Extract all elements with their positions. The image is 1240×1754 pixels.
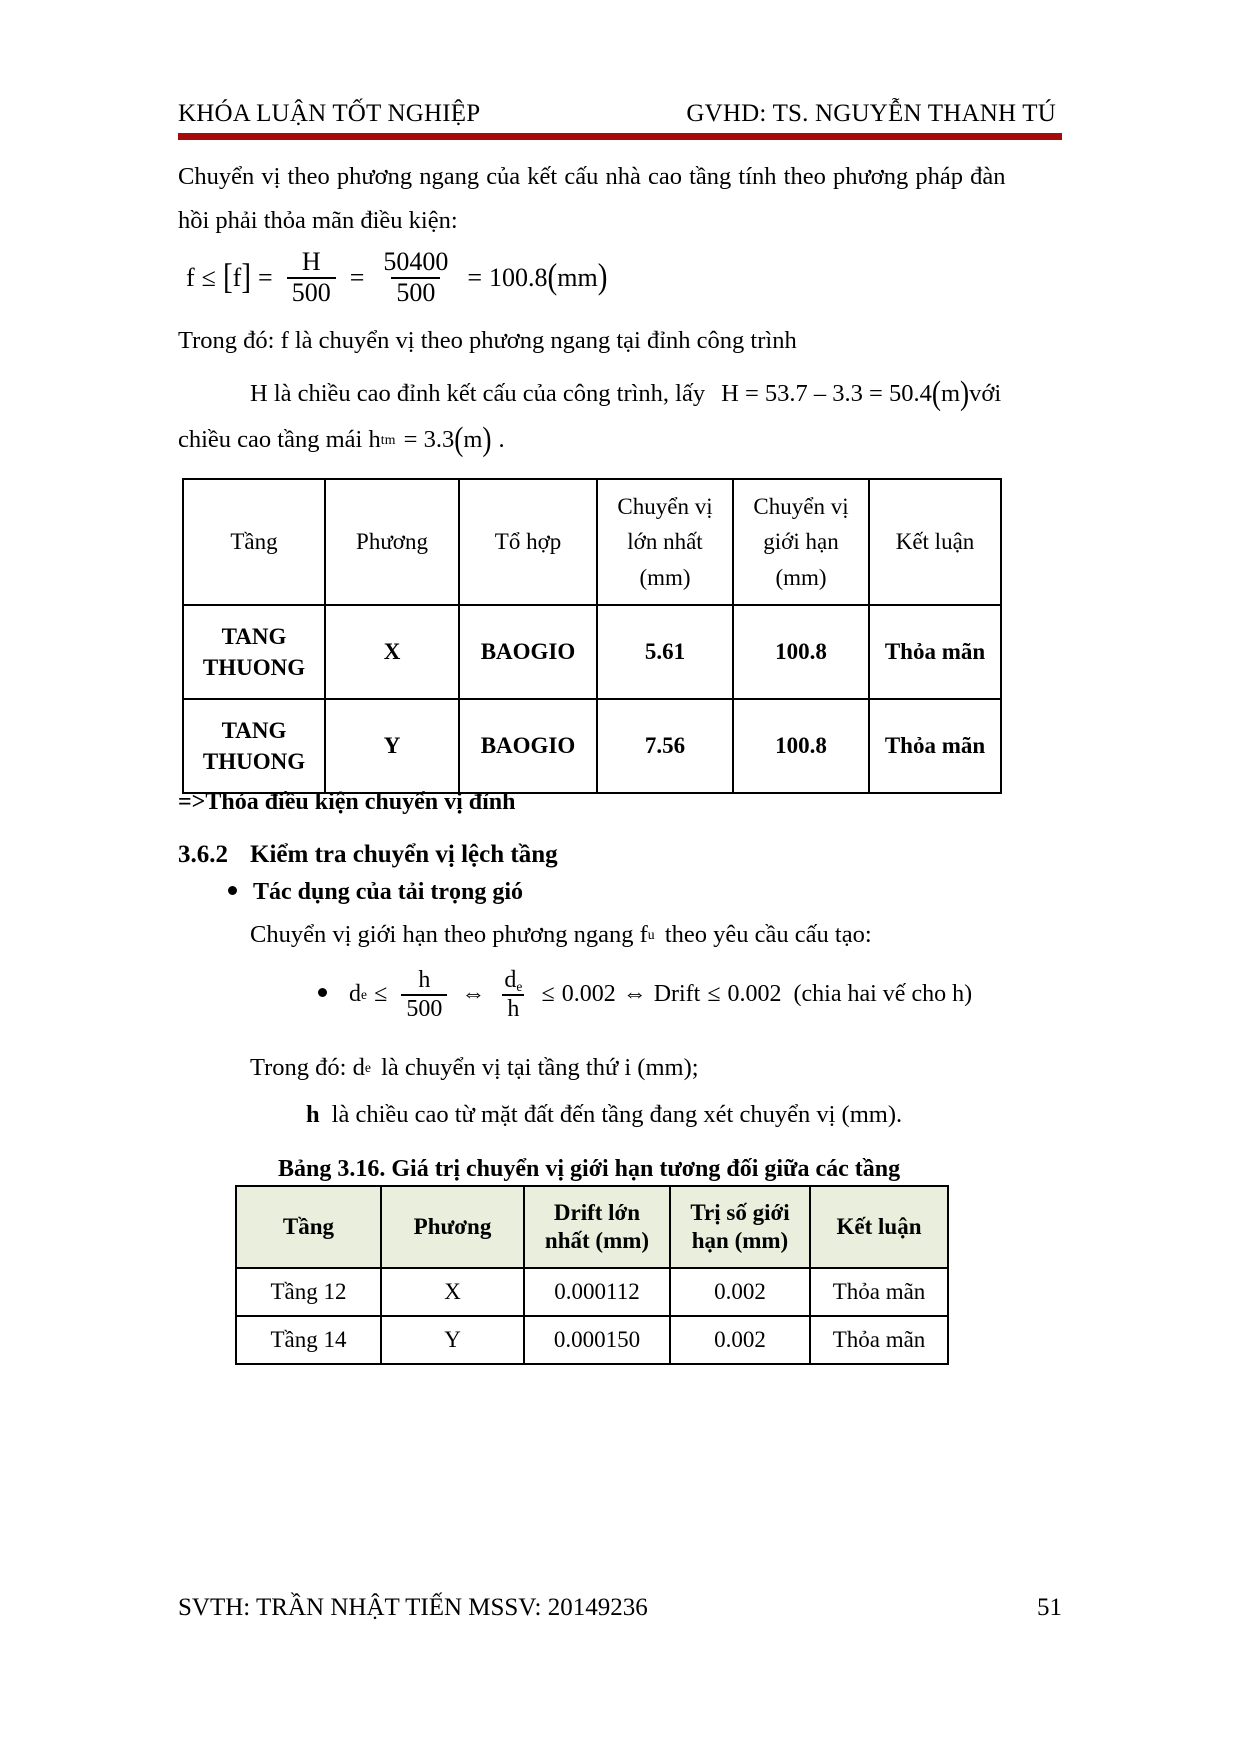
eq-fraction-1 [287,249,336,306]
eq-drift-iff-2: ⇔ [622,981,647,1008]
table2-body [236,1268,948,1364]
definition-h-symbol: h [306,1101,320,1128]
table2-cell-tang: Tầng 12 [236,1268,381,1316]
table1-header-row [183,479,1001,605]
eq-fraction-1-numerator: H [301,247,321,276]
definition-htm [178,420,505,458]
table1-cell-limitdisp: 100.8 [733,605,869,699]
section-number: 3.6.2 [178,841,228,868]
bullet-wind-load-label: Tác dụng của tải trọng gió [253,879,524,905]
table1-cell-ketluan: Thỏa mãn [869,699,1001,793]
conclusion-top-displacement: =>Thỏa điều kiện chuyển vị đỉnh [178,789,516,815]
eq-fraction-2-denominator: 500 [391,277,440,307]
definition-htm-math: = 3.3 [403,425,455,453]
table1-header-maxdisp-line2: lớn nhất [627,529,703,555]
definition-htm-unit-paren-open: ( [454,420,464,458]
definition-de-subscript: e [364,1060,372,1075]
table2-header-ketluan [810,1186,948,1268]
eq-drift-fraction-2-num-subscript: e [516,978,523,994]
table2-header-driftmax-line1: Drift lớn [553,1200,641,1226]
table2-header-limit [670,1186,810,1268]
table2-cell-driftmax: 0.000112 [524,1268,670,1316]
table1-header [183,479,1001,605]
table1-cell-phuong: Y [325,699,459,793]
table2-header [236,1186,948,1268]
eq-drift-fraction-2-num-symbol: d [504,967,517,993]
table1-cell-phuong: X [325,605,459,699]
table1-header-maxdisp-line1: Chuyển vị [617,493,713,519]
definition-de-before: Trong đó: d [250,1054,365,1081]
definition-fu-after: theo yêu cầu cấu tạo: [664,921,872,948]
bullet-dot-icon [318,988,327,997]
eq-drift-label: Drift [653,981,701,1008]
intro-paragraph-line-2: hồi phải thỏa mãn điều kiện: [178,207,458,234]
table1-cell-ketluan: Thỏa mãn [869,605,1001,699]
table2-header-phuong [381,1186,524,1268]
header-row [178,100,1062,128]
definition-fu-subscript: u [647,927,655,942]
eq-fraction-2 [378,249,453,306]
table2-header-limit-line1: Trị số giới [690,1200,790,1226]
eq-drift-fraction-2-denominator: h [502,994,524,1021]
definition-H-unit-paren-open: ( [931,374,941,412]
table2-header-tang [236,1186,381,1268]
table1-cell-tang-line1: TANG [221,623,287,649]
eq-fraction-1-denominator: 500 [287,277,336,307]
definition-h [306,1101,902,1129]
table-row [183,699,1001,793]
table1-header-phuong [325,479,459,605]
eq-bracket-open: [ [222,256,233,297]
intro-paragraph-line-1: Chuyển vị theo phương ngang của kết cấu nhà cao tầng tính theo phương pháp đàn [178,163,1006,190]
definition-de-after: là chuyển vị tại tầng thứ i (mm); [381,1054,699,1081]
eq-result-value: 100.8 [489,262,548,292]
eq-fraction-2-numerator: 50400 [383,247,449,276]
definition-H-math: H = 53.7 – 3.3 = 50.4 [721,379,932,407]
table1-header-limitdisp-line1: Chuyển vị [753,493,849,519]
table-interstory-drift-check [235,1185,949,1365]
table2-cell-driftmax: 0.000150 [524,1316,670,1364]
definition-H-unit-paren-close: ) [960,374,970,412]
table1-cell-tang [183,605,325,699]
definition-fu [250,921,872,949]
definition-H-text: H là chiều cao đỉnh kết cấu của công trình, lấy [250,379,706,407]
equation-drift-limit [318,968,972,1022]
table2-cell-limit: 0.002 [670,1268,810,1316]
eq-drift-fraction-2 [499,968,527,1022]
table1-header-tang-line1: Tầng [230,529,278,555]
table-row [236,1268,948,1316]
section-heading-362 [178,841,558,869]
table1-header-phuong-line1: Phương [356,529,428,555]
eq-drift-fraction-2-numerator [499,968,527,994]
table1-body [183,605,1001,793]
table2-cell-ketluan: Thỏa mãn [810,1316,948,1364]
eq-le-symbol: ≤ [201,262,216,292]
eq-drift-fraction-1-numerator: h [418,967,431,994]
definition-htm-unit: m [463,425,483,453]
header-right-advisor: GVHD: TS. NGUYỄN THANH TÚ [686,100,1056,127]
definition-h-text: là chiều cao từ mặt đất đến tầng đang xét chuyển vị (mm). [331,1101,903,1128]
table2-cell-tang: Tầng 14 [236,1316,381,1364]
table2-cell-phuong: X [381,1268,524,1316]
eq-equals-2: = [349,262,365,292]
bullet-wind-load [228,879,523,906]
eq-f-in-bracket: f [232,262,242,292]
table1-cell-limitdisp: 100.8 [733,699,869,793]
eq-drift-value-1: 0.002 [561,981,616,1008]
definition-f: Trong đó: f là chuyển vị theo phương ngang tại đỉnh công trình [178,327,797,354]
eq-equals-1: = [258,262,273,292]
table2-header-tang-line1: Tầng [282,1214,335,1240]
table1-cell-tang-line1: TANG [221,717,287,743]
header-divider-rule [178,133,1062,140]
table1-header-ketluan [869,479,1001,605]
table1-header-ketluan-line1: Kết luận [895,529,975,555]
table1-cell-tang-line2: THUONG [202,749,306,774]
table2-caption: Bảng 3.16. Giá trị chuyển vị giới hạn tương đối giữa các tầng [278,1156,901,1182]
definition-fu-before: Chuyển vị giới hạn theo phương ngang f [250,921,648,948]
table1-header-limitdisp [733,479,869,605]
definition-htm-period: . [498,425,505,453]
table1-cell-tohop: BAOGIO [459,699,597,793]
page-footer [178,1594,1062,1622]
definition-htm-unit-paren-close: ) [482,420,492,458]
eq-unit-label: mm [557,262,598,292]
table2-cell-limit: 0.002 [670,1316,810,1364]
table1-header-tang [183,479,325,605]
section-title: Kiểm tra chuyển vị lệch tầng [250,841,558,868]
table-row [183,605,1001,699]
table1-header-maxdisp-line3: (mm) [639,564,691,590]
eq-unit-paren-open: ( [547,256,558,297]
table1-cell-maxdisp: 7.56 [597,699,733,793]
definition-de [250,1054,699,1082]
definition-htm-text: chiều cao tầng mái h [178,425,381,453]
eq-drift-d-symbol: d [349,981,361,1008]
eq-drift-d-subscript: e [361,986,368,1002]
eq-drift-fraction-1 [401,968,447,1021]
table2-cell-ketluan: Thỏa mãn [810,1268,948,1316]
table2-cell-phuong: Y [381,1316,524,1364]
equation-displacement-limit [186,249,607,306]
table2-header-limit-line2: hạn (mm) [691,1228,789,1253]
definition-H [250,374,1002,412]
table1-header-tohop [459,479,597,605]
eq-drift-iff-1: ⇔ [461,981,486,1008]
table1-cell-tang [183,699,325,793]
definition-H-tail: với [969,379,1002,407]
table2-header-driftmax-line2: nhất (mm) [544,1228,650,1253]
table1-header-maxdisp [597,479,733,605]
eq-drift-le-1: ≤ [374,981,388,1008]
definition-htm-subscript: tm [380,431,396,447]
eq-equals-3: = [467,262,483,292]
eq-drift-le-3: ≤ [707,981,721,1008]
eq-drift-le-2: ≤ [541,981,555,1008]
eq-bracket-close: ] [241,256,252,297]
header-left-title: KHÓA LUẬN TỐT NGHIỆP [178,100,481,127]
page-header [178,100,1062,140]
definition-H-unit: m [940,379,961,407]
table2-header-row [236,1186,948,1268]
eq-lhs-f: f [186,262,195,292]
table2-header-ketluan-line1: Kết luận [836,1214,922,1240]
table1-cell-maxdisp: 5.61 [597,605,733,699]
eq-unit-paren-close: ) [597,256,608,297]
eq-drift-fraction-1-denominator: 500 [401,994,447,1021]
table1-cell-tang-line2: THUONG [202,655,306,680]
table2-header-phuong-line1: Phương [413,1214,492,1240]
table-row [236,1316,948,1364]
page-number: 51 [1037,1594,1062,1621]
table1-header-limitdisp-line2: giới hạn [763,529,839,555]
table1-header-tohop-line1: Tổ hợp [494,529,562,555]
table-top-displacement-check [182,478,1002,794]
bullet-dot-icon [228,886,237,895]
eq-drift-value-2: 0.002 [727,981,782,1008]
table1-cell-tohop: BAOGIO [459,605,597,699]
eq-drift-note: (chia hai vế cho h) [793,981,973,1008]
footer-student-info: SVTH: TRẦN NHẬT TIẾN MSSV: 20149236 [178,1594,648,1621]
table1-header-limitdisp-line3: (mm) [775,564,827,590]
table2-header-driftmax [524,1186,670,1268]
